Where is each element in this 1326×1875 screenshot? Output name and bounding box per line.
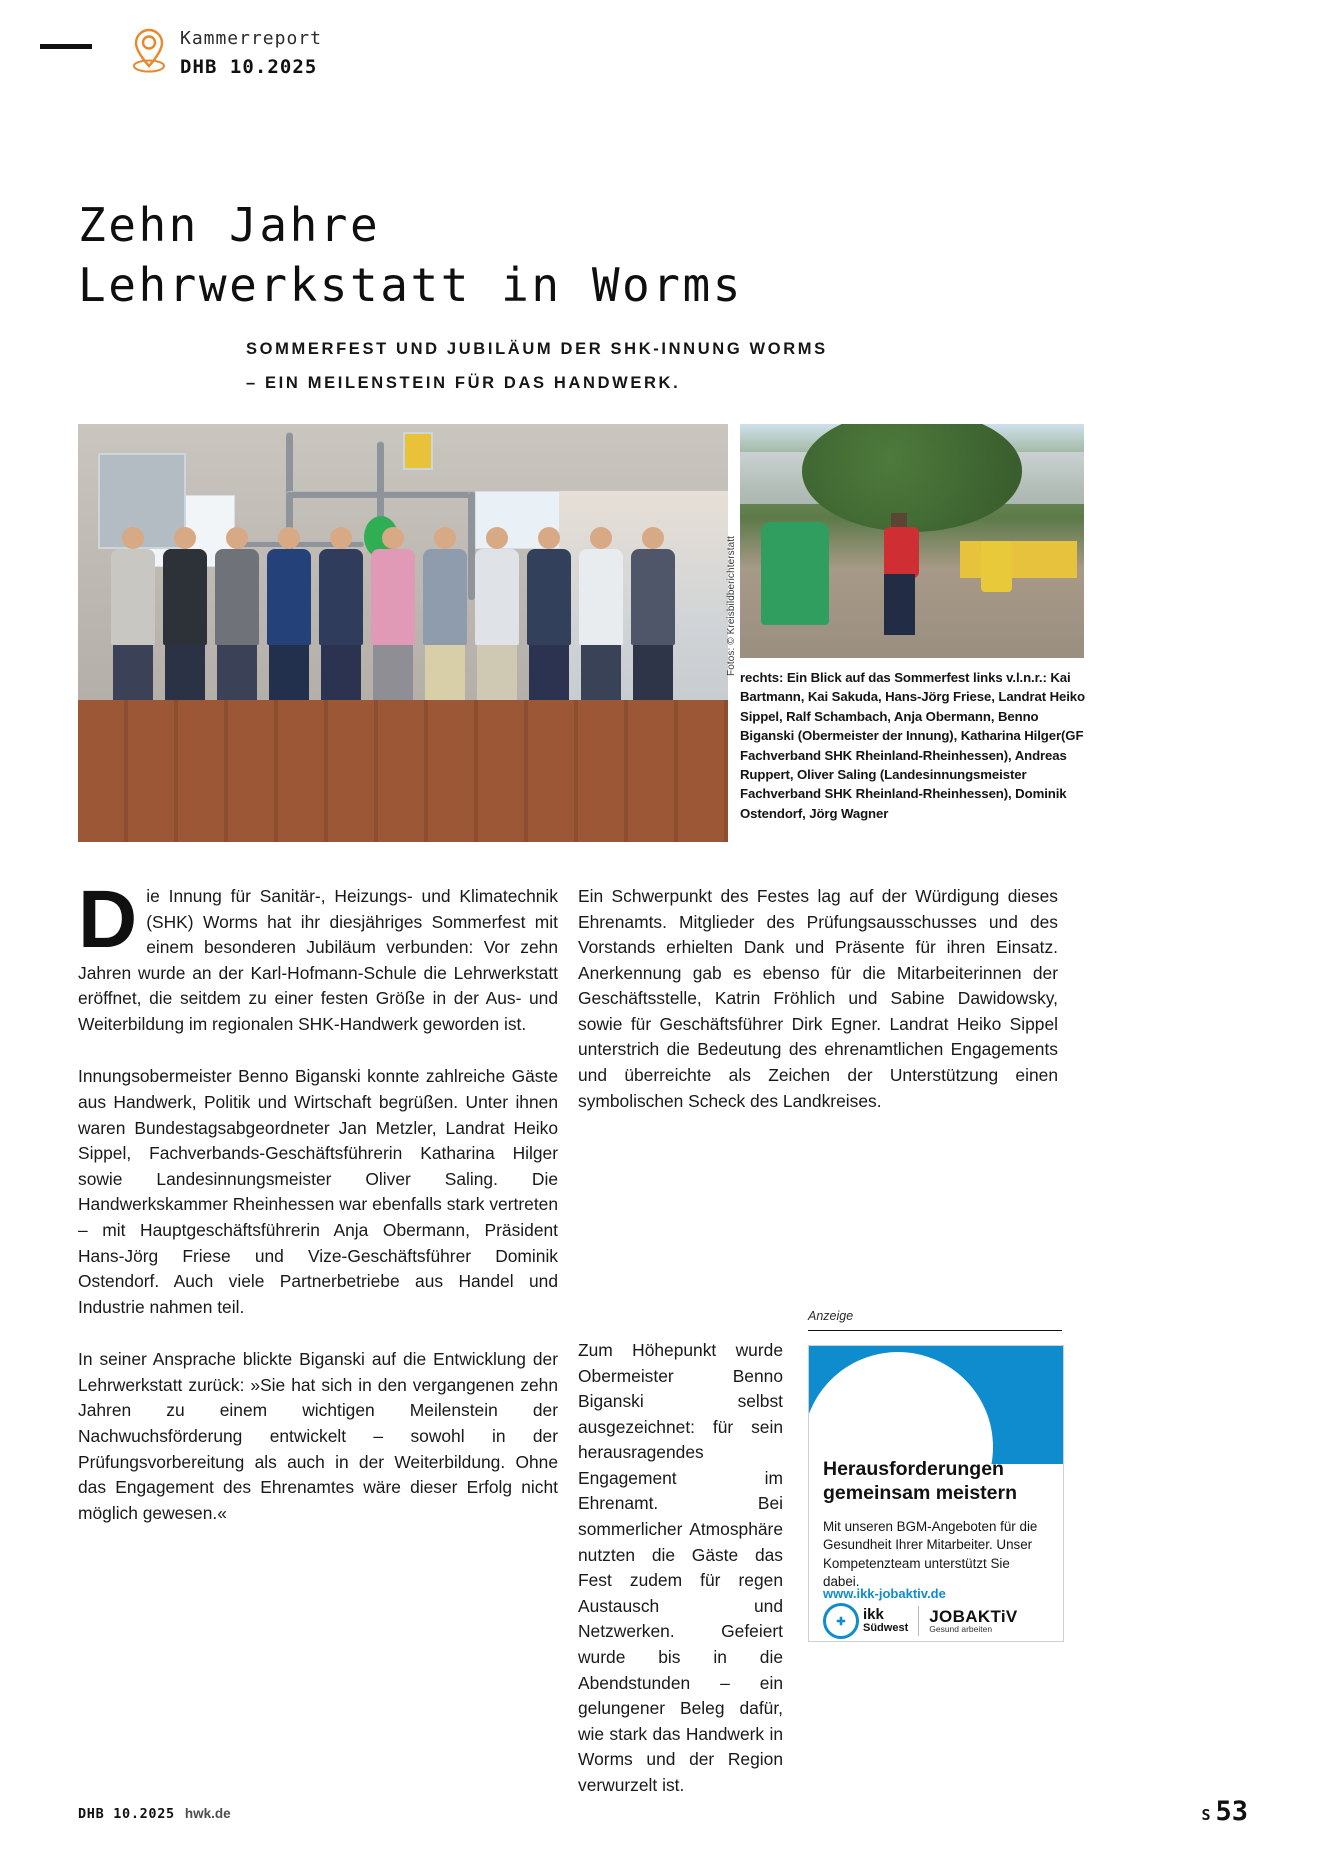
running-head-text bbox=[180, 28, 322, 78]
location-pin-icon bbox=[132, 26, 166, 74]
ad-banner-shape bbox=[809, 1346, 1063, 1464]
ikk-logo-icon: ✚ bbox=[823, 1603, 859, 1639]
footer-page-prefix: S bbox=[1201, 1806, 1211, 1824]
article-subhead bbox=[246, 333, 1006, 401]
paragraph-right-1: Ein Schwerpunkt des Festes lag auf der Würdigung dieses Ehrenamts. Mitglieder des Prüfungsausschusses und des Vorstands erhielten Dank und Präsente für ihren Einsatz. Anerkennung gab es ebenso für die Mitarbeiterinnen der Geschäftsstelle, Katrin Fröhlich und Sabine Dawidowsky, sowie für Geschäftsführer Dirk Egner. Landrat Heiko Sippel unterstrich die Bedeutung des ehrenamtlichen Engagements und überreichte als Zeichen der Unterstützung einen symbolischen Scheck des Landkreises. bbox=[578, 886, 1058, 1111]
footer-issue: DHB 10.2025 bbox=[78, 1806, 175, 1822]
footer-right bbox=[1201, 1796, 1248, 1827]
headline-line-2: Lehrwerkstatt in Worms bbox=[78, 257, 743, 312]
advertisement[interactable] bbox=[808, 1345, 1064, 1642]
subhead-line-1: SOMMERFEST UND JUBILÄUM DER SHK-INNUNG WORMS bbox=[246, 340, 828, 358]
ad-url-link[interactable]: www.ikk-jobaktiv.de bbox=[823, 1586, 946, 1601]
paragraph-left-1-text: ie Innung für Sanitär-, Heizungs- und Klimatechnik (SHK) Worms hat ihr diesjähriges Sommerfest mit einem besonderen Jubiläum verbunden: Vor zehn Jahren wurde an der Karl-Hofmann-Schule die Lehrwerkstatt eröffnet, die seitdem zu einer festen Größe in der Aus- und Weiterbildung im regionalen SHK-Handwerk geworden ist. bbox=[78, 886, 558, 1034]
main-photo bbox=[78, 424, 728, 842]
footer-left bbox=[78, 1806, 231, 1822]
footer-site: hwk.de bbox=[184, 1806, 231, 1821]
ad-divider bbox=[808, 1330, 1062, 1331]
festival-photo-content bbox=[740, 424, 1084, 658]
footer-page-number: 53 bbox=[1215, 1796, 1248, 1827]
photo-caption: rechts: Ein Blick auf das Sommerfest links v.l.n.r.: Kai Bartmann, Kai Sakuda, Hans-Jörg Friese, Landrat Heiko Sippel, Ralf Schambach, Anja Obermann, Benno Biganski (Obermeister der Innung), Katharina Hilger(GF Fachverband SHK Rheinland-Rheinhessen), Andreas Ruppert, Oliver Saling (Landesinnungsmeister Fachverband SHK Rheinland-Rheinhessen), Dominik Ostendorf, Jörg Wagner bbox=[740, 670, 1085, 821]
drop-cap: D bbox=[78, 874, 138, 965]
ad-headline: Herausforderungen gemeinsam meistern bbox=[823, 1458, 1018, 1504]
paragraph-left-1 bbox=[78, 874, 558, 1037]
page-title bbox=[78, 196, 1078, 316]
ad-swoosh-shape bbox=[808, 1352, 993, 1542]
ad-logo-row bbox=[823, 1604, 1051, 1638]
ikk-logo-sub: Südwest bbox=[863, 1622, 909, 1635]
ikk-logo-text bbox=[863, 1607, 908, 1634]
body-column-left bbox=[78, 874, 558, 1526]
paragraph-right-2: Zum Höhepunkt wurde Obermeister Benno Biganski selbst ausgezeichnet: für sein herausragendes Engagement im Ehrenamt. Bei sommerlicher Atmosphäre nutzten die Gäste das Fest zudem für regen Austausch und Netzwerken. Gefeiert wurde bis in die Abendstunden – ein gelungener Beleg dafür, wie stark das Handwerk in Worms und der Region verwurzelt ist. bbox=[578, 1340, 783, 1795]
paragraph-left-2: Innungsobermeister Benno Biganski konnte zahlreiche Gäste aus Handwerk, Politik und Wirtschaft begrüßen. Unter ihnen waren Bundestagsabgeordneter Jan Metzler, Landrat Heiko Sippel, Fachverbands-Geschäftsführerin Katharina Hilger sowie Landesinnungsmeister Oliver Saling. Die Handwerkskammer Rheinhessen war ebenfalls stark vertreten – mit Hauptgeschäftsführerin Anja Obermann, Präsident Hans-Jörg Friese und Vize-Geschäftsführer Dominik Ostendorf. Auch viele Partnerbetriebe aus Handel und Industrie nahmen teil. bbox=[78, 1066, 558, 1317]
jobaktiv-logo-name: JOBAKTiV bbox=[929, 1606, 1018, 1626]
body-column-right bbox=[578, 884, 1058, 1114]
ad-label: Anzeige bbox=[808, 1309, 854, 1323]
running-head-rule bbox=[40, 44, 92, 49]
body-column-right-narrow bbox=[578, 1338, 783, 1798]
jobaktiv-logo-sub: Gesund arbeiten bbox=[929, 1624, 993, 1635]
festival-photo bbox=[740, 424, 1084, 658]
headline-line-1: Zehn Jahre bbox=[78, 198, 381, 252]
running-head bbox=[40, 26, 322, 78]
ikk-logo-name: ikk bbox=[863, 1606, 884, 1624]
subhead-line-2: – EIN MEILENSTEIN FÜR DAS HANDWERK. bbox=[246, 373, 681, 392]
running-head-title: Kammerreport bbox=[180, 28, 322, 49]
jobaktiv-logo-text bbox=[929, 1608, 1017, 1635]
paragraph-left-3: In seiner Ansprache blickte Biganski auf die Entwicklung der Lehrwerkstatt zurück: »Sie hat sich in den vergangenen zehn Jahren zu einem wichtigen Meilenstein der Nachwuchsförderung entwickelt – sowohl in der Prüfungsvorbereitung als auch in der Weiterbildung. Ohne das Engagement des Ehrenamtes wäre dieser Erfolg nicht möglich gewesen.« bbox=[78, 1349, 558, 1523]
running-head-issue: DHB 10.2025 bbox=[180, 56, 318, 78]
photo-credit: Fotos: © Kreisbildberichterstatt bbox=[726, 535, 737, 676]
workshop-photo-content bbox=[78, 424, 728, 842]
ad-body-text: Mit unseren BGM-Angeboten für die Gesundheit Ihrer Mitarbeiter. Unser Kompetenzteam unterstützt Sie dabei. bbox=[823, 1519, 1038, 1590]
ad-logo-divider bbox=[918, 1606, 919, 1636]
